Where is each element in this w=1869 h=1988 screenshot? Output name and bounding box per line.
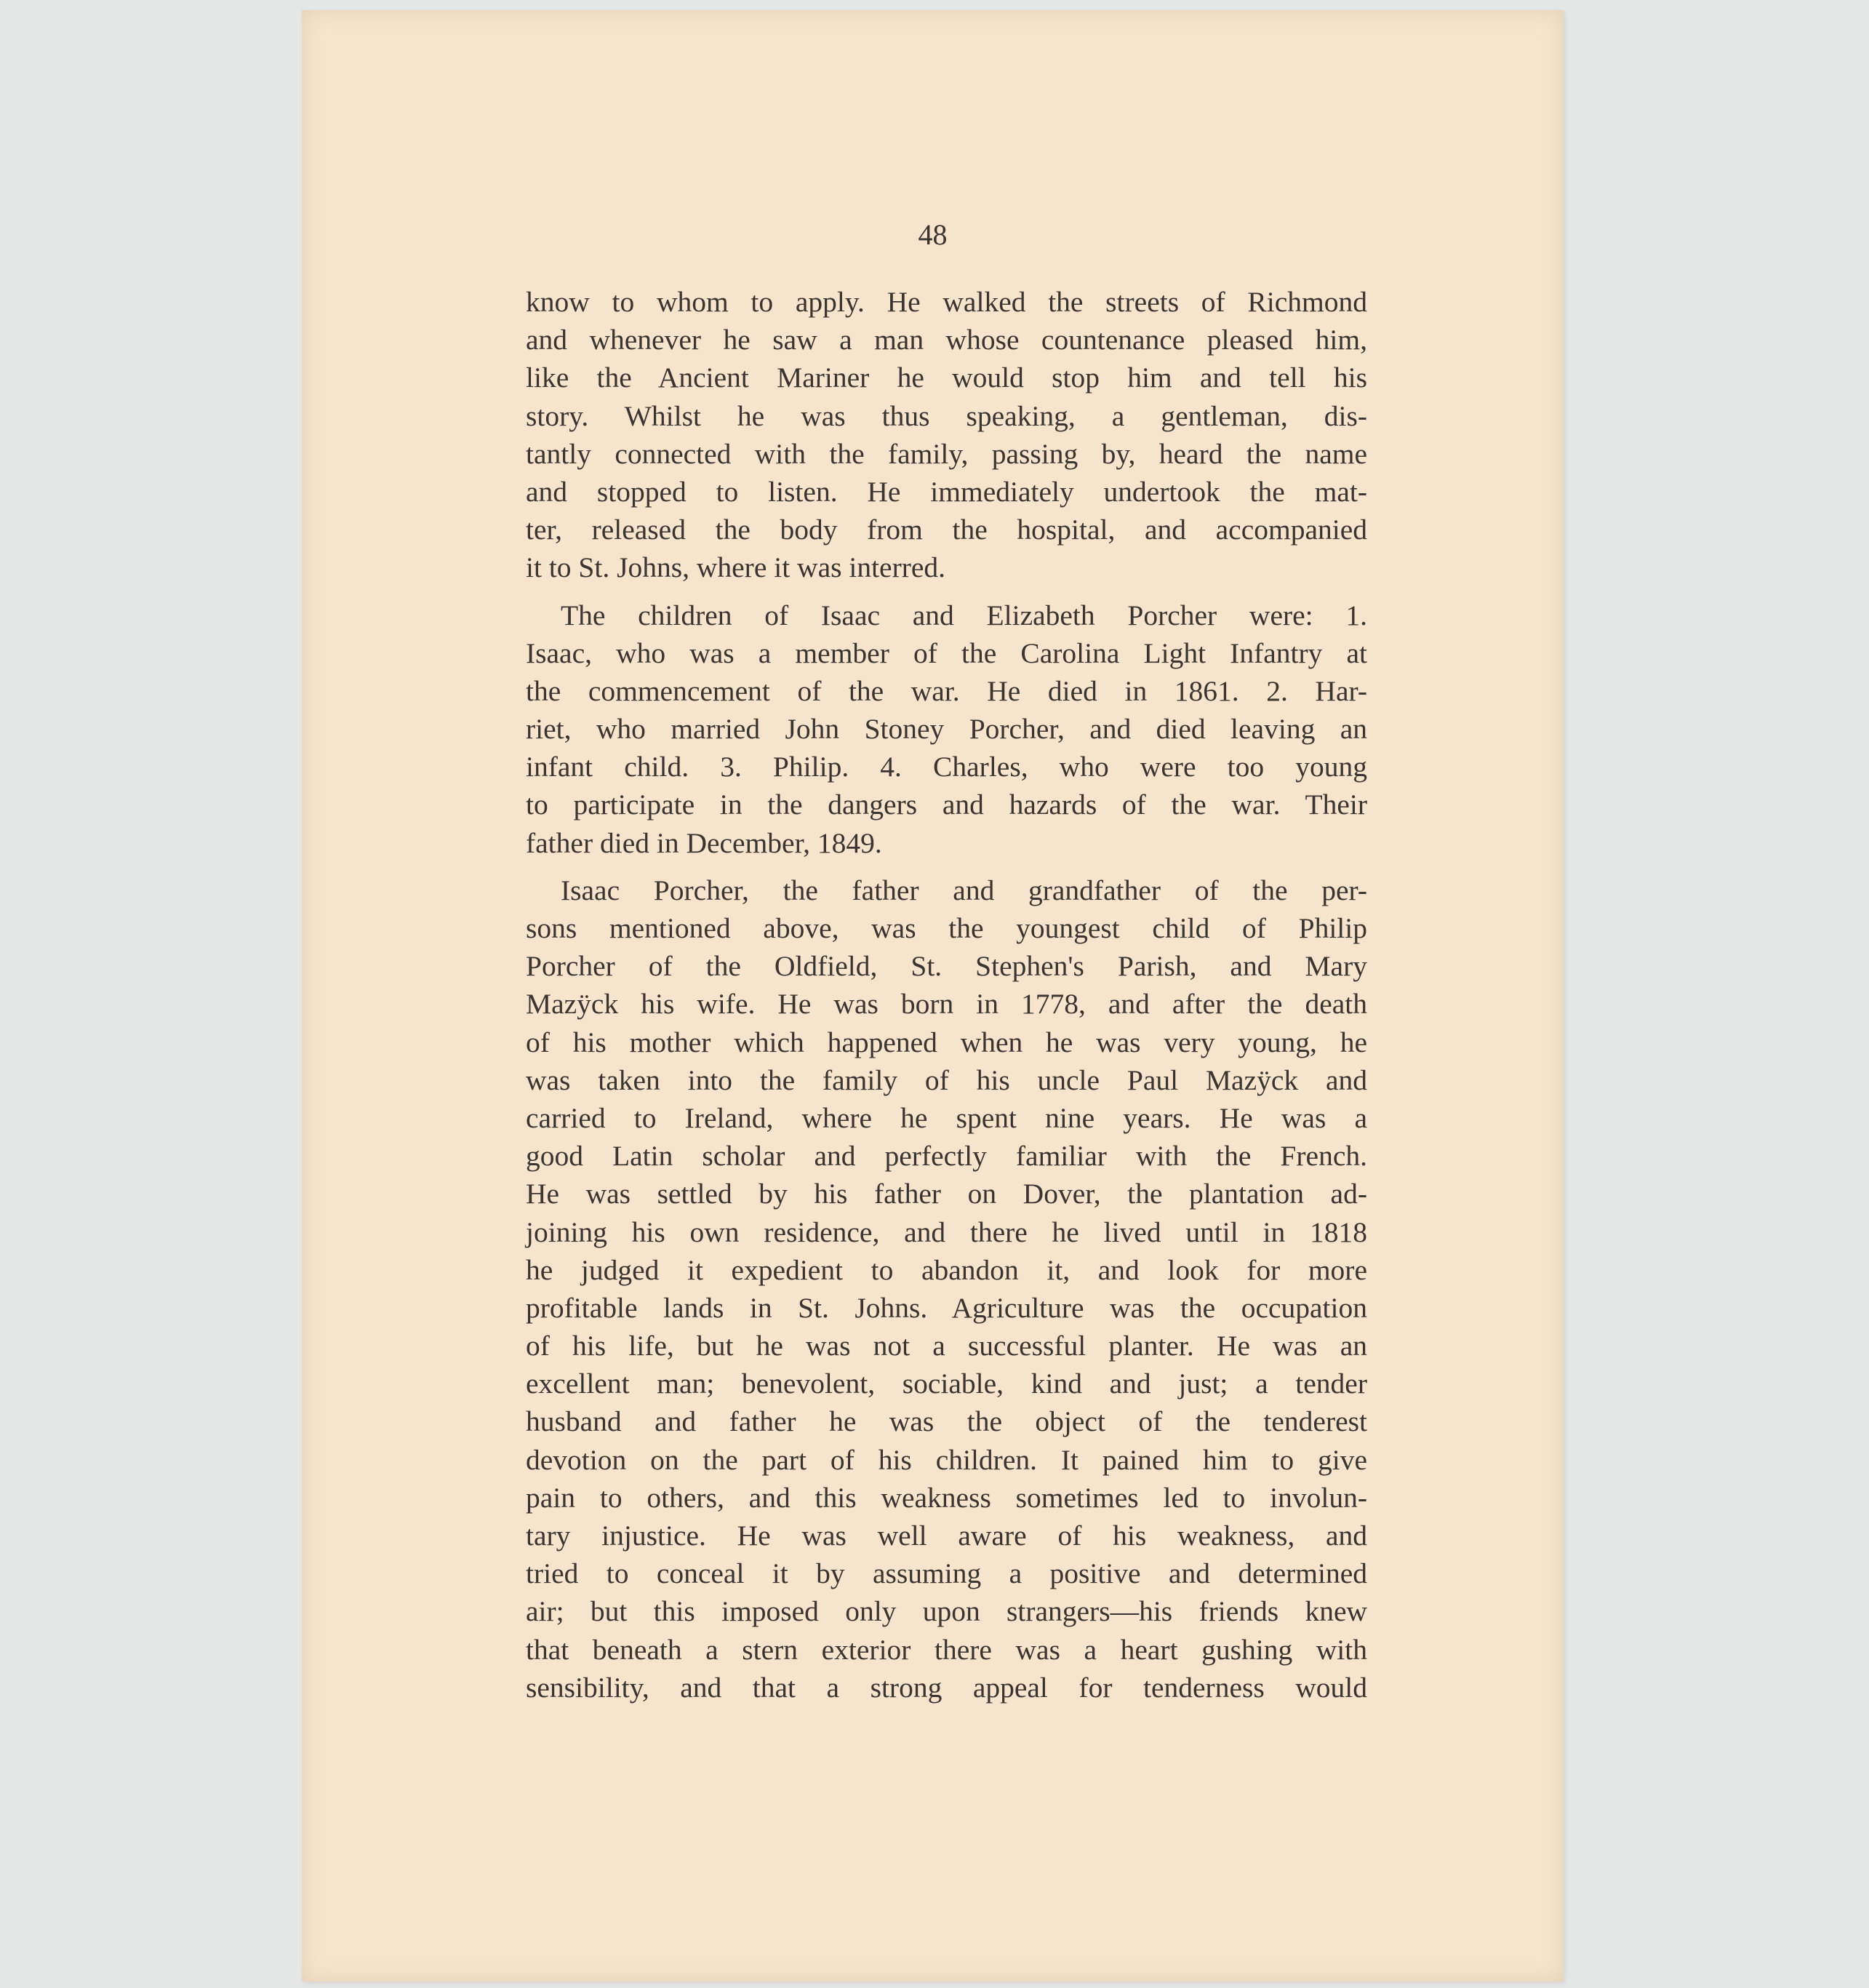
text-line: he judged it expedient to abandon it, and look for more [526,1253,1367,1286]
text-line: He was settled by his father on Dover, the plantation ad- [526,1178,1367,1210]
text-line: husband and father he was the object of the tenderest [526,1405,1367,1438]
text-line: excellent man; benevolent, sociable, kind and just; a tender [526,1368,1367,1400]
text-line: the commencement of the war. He died in 1861. 2. Har- [526,674,1367,707]
text-line: Isaac Porcher, the father and grandfather of the per- [561,874,1367,906]
text-line: of his life, but he was not a successful planter. He was an [526,1330,1367,1362]
text-line: Mazÿck his wife. He was born in 1778, and after the death [526,988,1367,1021]
text-line: good Latin scholar and perfectly familiar with the French. [526,1140,1367,1173]
text-line: like the Ancient Mariner he would stop him and tell his [526,362,1367,394]
text-line: to participate in the dangers and hazards of the war. Their [526,789,1367,821]
text-line: air; but this imposed only upon strangers—his friends knew [526,1595,1367,1628]
text-line: riet, who married John Stoney Porcher, and died leaving an [526,713,1367,746]
page-body [526,283,1367,1706]
text-line: know to whom to apply. He walked the streets of Richmond [526,286,1367,318]
text-line: tary injustice. He was well aware of his weakness, and [526,1520,1367,1552]
text-line: father died in December, 1849. [526,826,882,859]
text-line: pain to others, and this weakness sometimes led to involun- [526,1481,1367,1514]
text-line: story. Whilst he was thus speaking, a gentleman, dis- [526,399,1367,432]
text-line: Isaac, who was a member of the Carolina Light Infantry at [526,636,1367,669]
paragraph [526,283,1367,587]
text-line: and stopped to listen. He immediately undertook the mat- [526,475,1367,508]
text-line: and whenever he saw a man whose countenance pleased him, [526,324,1367,356]
text-line: joining his own residence, and there he lived until in 1818 [526,1215,1367,1248]
text-line: devotion on the part of his children. It pained him to give [526,1443,1367,1476]
paragraph [526,871,1367,1706]
page-number: 48 [918,218,948,251]
text-line: carried to Ireland, where he spent nine years. He was a [526,1101,1367,1134]
text-line: of his mother which happened when he was very young, he [526,1026,1367,1058]
text-line: profitable lands in St. Johns. Agriculture was the occupation [526,1291,1367,1324]
text-line: it to St. Johns, where it was interred. [526,551,946,584]
text-line: sensibility, and that a strong appeal for tenderness would [526,1671,1367,1704]
text-line: The children of Isaac and Elizabeth Porcher were: 1. [561,599,1367,631]
text-line: ter, released the body from the hospital, and accompanied [526,514,1367,546]
text-line: tantly connected with the family, passing by, heard the name [526,437,1367,470]
paragraph [526,596,1367,862]
text-line: that beneath a stern exterior there was a heart gushing with [526,1633,1367,1666]
text-line: Porcher of the Oldfield, St. Stephen's Parish, and Mary [526,950,1367,983]
text-line: was taken into the family of his uncle Paul Mazÿck and [526,1063,1367,1096]
text-line: tried to conceal it by assuming a positive and determined [526,1557,1367,1590]
text-line: sons mentioned above, was the youngest child of Philip [526,912,1367,944]
book-page [302,10,1564,1981]
text-line: infant child. 3. Philip. 4. Charles, who were too young [526,751,1367,783]
